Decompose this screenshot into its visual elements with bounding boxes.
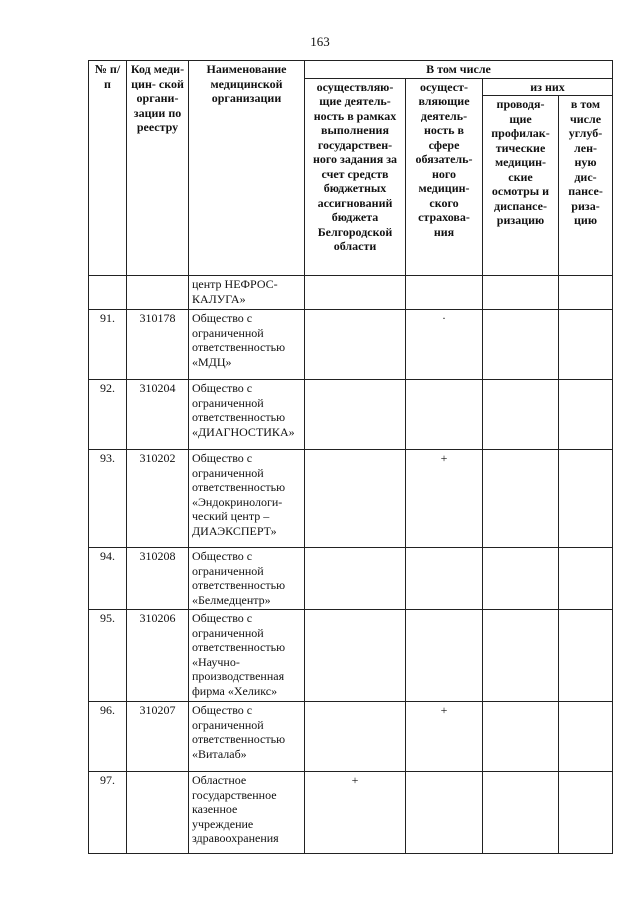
table-row <box>89 276 613 310</box>
header-name: Наименование медицинской организации <box>189 61 305 276</box>
row-prof-mark <box>483 610 559 702</box>
row-budget-mark <box>305 450 406 548</box>
row-name: Общество с ограниченной ответственностью «Научно-производственная фирма «Хеликс» <box>189 610 305 702</box>
row-deep-mark <box>559 702 613 772</box>
row-budget-mark <box>305 702 406 772</box>
header-num: № п/п <box>89 61 127 276</box>
row-deep-mark <box>559 276 613 310</box>
row-num: 92. <box>89 380 127 450</box>
row-prof-mark <box>483 450 559 548</box>
row-deep-mark <box>559 380 613 450</box>
row-code: 310206 <box>127 610 189 702</box>
row-num: 95. <box>89 610 127 702</box>
row-num: 91. <box>89 310 127 380</box>
row-name: центр НЕФРОС-КАЛУГА» <box>189 276 305 310</box>
row-name: Областное государственное казенное учреждение здравоохранения <box>189 772 305 854</box>
row-code: 310178 <box>127 310 189 380</box>
table-row <box>89 772 613 854</box>
row-num: 96. <box>89 702 127 772</box>
row-name: Общество с ограниченной ответственностью «Эндокринологи-ческий центр – ДИАЭКСПЕРТ» <box>189 450 305 548</box>
table-row <box>89 702 613 772</box>
row-name: Общество с ограниченной ответственностью «МДЦ» <box>189 310 305 380</box>
row-oms-mark: · <box>406 310 483 380</box>
row-code: 310204 <box>127 380 189 450</box>
row-code <box>127 772 189 854</box>
table-row <box>89 380 613 450</box>
row-budget-mark <box>305 380 406 450</box>
row-prof-mark <box>483 548 559 610</box>
page-number: 163 <box>310 34 330 49</box>
row-code <box>127 276 189 310</box>
row-num: 93. <box>89 450 127 548</box>
header-col-deep: в том числе углуб- лен- ную дис- пансе- риза- цию <box>559 96 613 276</box>
row-code: 310208 <box>127 548 189 610</box>
row-oms-mark <box>406 772 483 854</box>
row-budget-mark <box>305 610 406 702</box>
row-num <box>89 276 127 310</box>
row-deep-mark <box>559 548 613 610</box>
header-group: В том числе <box>305 61 613 79</box>
row-deep-mark <box>559 772 613 854</box>
row-deep-mark <box>559 610 613 702</box>
row-budget-mark <box>305 310 406 380</box>
row-name: Общество с ограниченной ответственностью «Виталаб» <box>189 702 305 772</box>
row-num: 97. <box>89 772 127 854</box>
row-prof-mark <box>483 380 559 450</box>
row-prof-mark <box>483 772 559 854</box>
row-num: 94. <box>89 548 127 610</box>
row-oms-mark <box>406 380 483 450</box>
row-oms-mark <box>406 610 483 702</box>
table-row <box>89 450 613 548</box>
row-budget-mark <box>305 548 406 610</box>
row-name: Общество с ограниченной ответственностью «ДИАГНОСТИКА» <box>189 380 305 450</box>
header-col-prof: проводя- щие профилак- тические медицин- ские осмотры и диспансе- ризацию <box>483 96 559 276</box>
header-code: Код меди- цин- ской органи- зации по реестру <box>127 61 189 276</box>
table-row <box>89 548 613 610</box>
row-budget-mark <box>305 276 406 310</box>
row-code: 310207 <box>127 702 189 772</box>
row-deep-mark <box>559 450 613 548</box>
row-name: Общество с ограниченной ответственностью «Белмедцентр» <box>189 548 305 610</box>
row-budget-mark: + <box>305 772 406 854</box>
registry-table <box>88 60 613 854</box>
table-row <box>89 610 613 702</box>
header-col-budget: осуществляю- щие деятель- ность в рамках выполнения государствен- ного задания за счет средств бюджетных ассигнований бюджета Белгородской области <box>305 78 406 276</box>
row-oms-mark <box>406 276 483 310</box>
row-oms-mark: + <box>406 702 483 772</box>
header-of-them: из них <box>483 78 613 96</box>
row-prof-mark <box>483 702 559 772</box>
row-oms-mark: + <box>406 450 483 548</box>
row-oms-mark <box>406 548 483 610</box>
row-code: 310202 <box>127 450 189 548</box>
table-row <box>89 310 613 380</box>
header-col-oms: осущест- вляющие деятель- ность в сфере обязатель- ного медицин- ского страхова- ния <box>406 78 483 276</box>
row-prof-mark <box>483 310 559 380</box>
row-prof-mark <box>483 276 559 310</box>
row-deep-mark <box>559 310 613 380</box>
